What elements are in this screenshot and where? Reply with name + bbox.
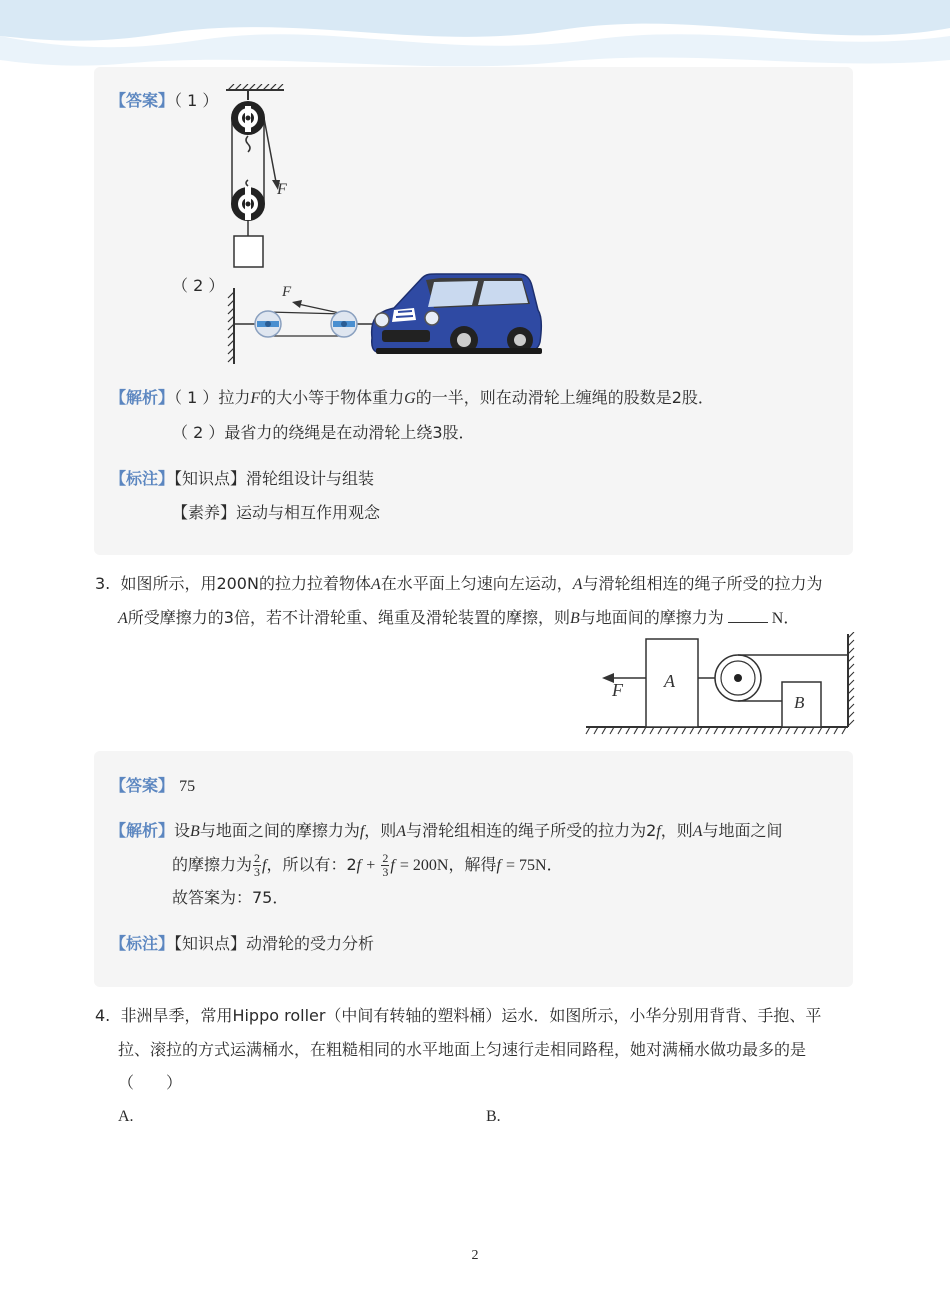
analysis-text: 与滑轮组相连的绳子所受的拉力为2 <box>406 821 657 840</box>
var-f: F <box>250 390 261 407</box>
question-text: 非洲旱季，常用Hippo roller（中间有转轴的塑料桶）运水．如图所示，小华分别用背背、手抱、平 <box>120 1006 822 1025</box>
fraction-two-thirds <box>381 852 389 879</box>
analysis-row-5: 故答案为：75． <box>172 888 289 907</box>
question-4-line-3: （ ） <box>118 1073 183 1092</box>
question-text: 在水平面上匀速向左运动， <box>380 574 573 593</box>
note-row-2 <box>110 934 374 954</box>
var-a: A <box>370 576 381 593</box>
block-b-label: B <box>794 693 805 712</box>
option-a[interactable]: A. <box>118 1108 134 1125</box>
answer-part-1: （ 1 ） <box>174 91 219 110</box>
note-row-1 <box>110 469 374 489</box>
knowledge-point: 【知识点】滑轮组设计与组装 <box>174 469 375 488</box>
option-b[interactable]: B. <box>486 1108 501 1125</box>
block-a-label: A <box>664 671 675 691</box>
var-b: B <box>569 610 580 627</box>
answer-blank[interactable] <box>728 608 768 623</box>
unit-text: N． <box>771 610 800 627</box>
question-text: 与地面间的摩擦力为 <box>579 608 724 627</box>
question-text: 所受摩擦力的3倍，若不计滑轮重、绳重及滑轮装置的摩擦，则 <box>127 608 570 627</box>
question-4-line-1 <box>95 1006 821 1026</box>
block-pulley-figure <box>584 632 856 738</box>
var-f: f <box>390 857 395 874</box>
analysis-text: 的摩擦力为 <box>172 855 253 874</box>
question-text: 如图所示，用200N的拉力拉着物体 <box>120 574 371 593</box>
analysis-text: 与地面之间 <box>702 821 783 840</box>
var-g: G <box>404 390 416 407</box>
var-a: A <box>572 576 583 593</box>
analysis-text: （ 1 ）拉力 <box>174 388 251 407</box>
car-illustration <box>372 274 542 354</box>
question-4-line-2: 拉、滚拉的方式运满桶水，在粗糙相同的水平地面上匀速行走相同路程，她对满桶水做功最多的是 <box>118 1040 807 1059</box>
analysis-row-4 <box>172 850 563 881</box>
analysis-text: 的一半，则在动滑轮上缠绳的股数是2股． <box>415 388 714 407</box>
analysis-tag: 【解析】 <box>110 388 175 407</box>
answer-tag: 【答案】 <box>110 91 175 110</box>
answer-part-2: （ 2 ） <box>172 276 225 295</box>
page-number: 2 <box>471 1248 479 1263</box>
pulley-figure-1 <box>222 84 312 270</box>
var-f: f <box>262 857 267 874</box>
question-number: 3. <box>95 574 111 593</box>
answer-row-2 <box>110 776 195 797</box>
answer-value: 75 <box>179 778 196 795</box>
analysis-text: = 75N． <box>506 857 563 874</box>
question-text: 与滑轮组相连的绳子所受的拉力为 <box>582 574 823 593</box>
fraction-denominator: 3 <box>382 865 389 879</box>
analysis-row-2: （ 2 ）最省力的绕绳是在动滑轮上绕3股． <box>172 423 475 442</box>
question-3-line-2 <box>118 608 799 629</box>
analysis-text: 与地面之间的摩擦力为 <box>199 821 360 840</box>
note-tag: 【标注】 <box>110 469 175 488</box>
fraction-numerator: 2 <box>254 851 261 865</box>
question-3-line-1 <box>95 574 823 595</box>
knowledge-point: 【知识点】动滑轮的受力分析 <box>174 934 375 953</box>
force-label-f: F <box>277 181 287 198</box>
var-f: f <box>656 823 661 840</box>
plus-sign: + <box>366 857 376 874</box>
answer-row-1 <box>110 91 218 111</box>
analysis-text: ，则 <box>364 821 397 840</box>
analysis-text: ，则 <box>660 821 693 840</box>
header-wave-decoration <box>0 0 950 75</box>
analysis-text: 设 <box>174 821 191 840</box>
force-label-f2: F <box>282 284 292 300</box>
var-a: A <box>692 823 703 840</box>
analysis-row-3 <box>110 821 783 842</box>
var-f: f <box>359 823 365 840</box>
var-b: B <box>190 823 200 840</box>
question-number: 4. <box>95 1006 111 1025</box>
analysis-tag: 【解析】 <box>110 821 175 840</box>
analysis-text: ，所以有：2 <box>266 855 357 874</box>
fraction-denominator: 3 <box>254 865 261 879</box>
fraction-numerator: 2 <box>382 851 389 865</box>
force-label-f3: F <box>612 680 623 700</box>
analysis-text: 的大小等于物体重力 <box>260 388 405 407</box>
var-a: A <box>118 610 128 627</box>
literacy-point: 【素养】运动与相互作用观念 <box>172 503 381 522</box>
answer-tag: 【答案】 <box>110 776 175 795</box>
note-tag: 【标注】 <box>110 934 175 953</box>
var-f: f <box>496 857 501 874</box>
analysis-row-1 <box>110 388 714 409</box>
fraction-two-thirds <box>253 852 261 879</box>
var-a: A <box>396 823 407 840</box>
analysis-text: = 200N，解得 <box>399 857 497 874</box>
pulley-car-figure <box>226 272 546 368</box>
var-f: f <box>356 857 362 874</box>
